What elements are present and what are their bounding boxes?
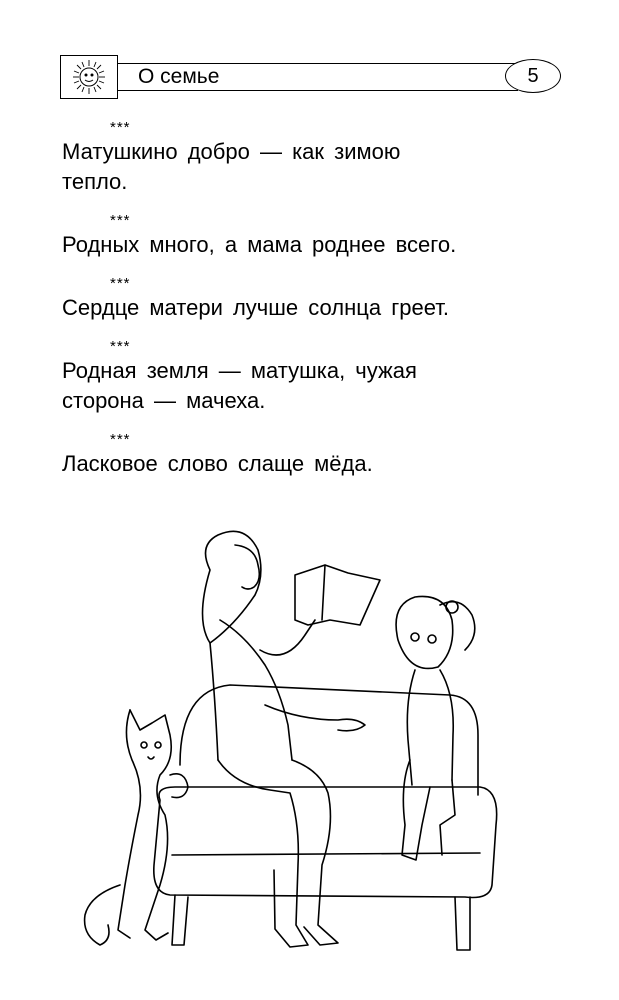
proverb-text: Родная земля — матушка, чужая сторона — мачеха. — [62, 358, 417, 413]
proverb-text: Матушкино добро — как зимою тепло. — [62, 139, 401, 194]
mother-reading-to-girl-with-cat-illustration — [60, 525, 560, 985]
stars-separator: *** — [110, 338, 131, 355]
stars-separator: *** — [110, 119, 131, 136]
proverb-item — [62, 120, 562, 197]
proverb-item — [62, 432, 562, 479]
sun-face-icon — [67, 58, 111, 96]
proverb-item — [62, 213, 562, 260]
proverb-item — [62, 339, 562, 416]
stars-separator: *** — [110, 431, 131, 448]
title-bar — [118, 63, 518, 91]
proverb-list — [62, 120, 562, 495]
illustration — [60, 525, 560, 985]
proverb-text: Ласковое слово слаще мёда. — [62, 451, 373, 476]
page-title: О семье — [138, 65, 220, 88]
sun-emblem — [60, 55, 118, 99]
page-number: 5 — [505, 59, 561, 93]
proverb-item — [62, 276, 562, 323]
page-header — [60, 55, 560, 99]
stars-separator: *** — [110, 275, 131, 292]
stars-separator: *** — [110, 212, 131, 229]
proverb-text: Родных много, а мама роднее всего. — [62, 232, 457, 257]
proverb-text: Сердце матери лучше солнца греет. — [62, 295, 449, 320]
